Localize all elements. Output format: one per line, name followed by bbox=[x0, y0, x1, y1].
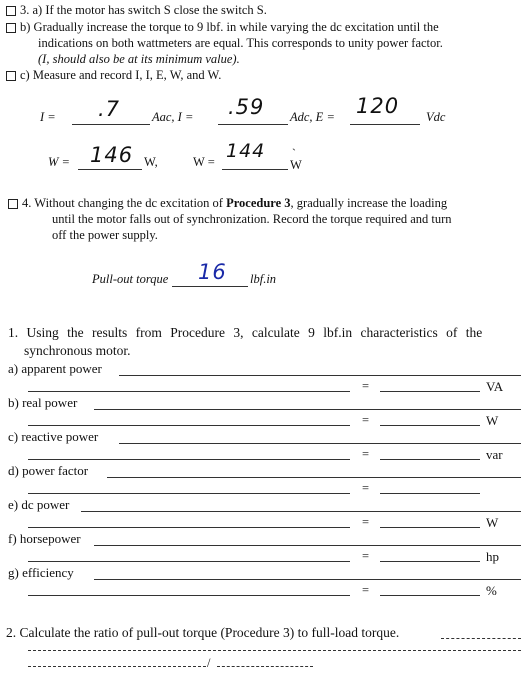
step3b-line3: (I, should also be at its minimum value). bbox=[38, 52, 240, 66]
checkbox-step3a[interactable] bbox=[6, 6, 16, 16]
i1-label: I = bbox=[40, 110, 56, 124]
q1-item-work-line[interactable] bbox=[81, 511, 521, 512]
i1-unit: Aac, I = bbox=[152, 110, 194, 124]
q1-item-answer-line[interactable] bbox=[380, 425, 480, 426]
e2-unit: Vdc bbox=[426, 110, 446, 124]
equals-sign: = bbox=[362, 583, 370, 597]
q1-item-work-line[interactable] bbox=[119, 375, 521, 376]
q1-item-label: b) real power bbox=[8, 395, 78, 410]
q1-item-unit: var bbox=[486, 447, 503, 462]
checkbox-step3c[interactable] bbox=[6, 71, 16, 81]
i1-underline bbox=[72, 124, 150, 125]
step4-line1: 4. Without changing the dc excitation of Procedure 3, gradually increase the loading bbox=[22, 196, 448, 210]
step4-line2: until the motor falls out of synchronization. Record the torque required and turn bbox=[52, 212, 452, 226]
i1-value: .7 bbox=[98, 97, 121, 121]
q1-item-answer-line[interactable] bbox=[380, 561, 480, 562]
q2-answer-line1 bbox=[441, 638, 521, 639]
w1-unit: W, bbox=[144, 155, 158, 169]
e2-underline bbox=[350, 124, 420, 125]
q1-item-work-line[interactable] bbox=[94, 545, 521, 546]
i2-unit: Adc, E = bbox=[290, 110, 335, 124]
step3b-line2: indications on both wattmeters are equal. This corresponds to unity power factor. bbox=[38, 36, 443, 50]
equals-sign: = bbox=[362, 447, 370, 461]
i2-value: .59 bbox=[228, 95, 265, 119]
q1-item-work-line[interactable] bbox=[119, 443, 521, 444]
q1-item-answer-line[interactable] bbox=[380, 459, 480, 460]
w2-underline bbox=[222, 169, 288, 170]
q2-slash: / bbox=[207, 656, 211, 670]
equals-sign: = bbox=[362, 515, 370, 529]
q1-item-label: f) horsepower bbox=[8, 531, 81, 546]
checkbox-step3b[interactable] bbox=[6, 23, 16, 33]
step3a-text: 3. a) If the motor has switch S close the switch S. bbox=[20, 3, 267, 17]
q1-item-formula-line[interactable] bbox=[28, 595, 350, 596]
step4-line3: off the power supply. bbox=[52, 228, 158, 242]
q1-item-answer-line[interactable] bbox=[380, 595, 480, 596]
step3c-text: c) Measure and record I, I, E, W, and W. bbox=[20, 68, 222, 82]
q1-item-formula-line[interactable] bbox=[28, 527, 350, 528]
tick-mark: ` bbox=[292, 146, 296, 160]
q1-item-answer-line[interactable] bbox=[380, 527, 480, 528]
q1-item-formula-line[interactable] bbox=[28, 425, 350, 426]
q2-answer-line3a bbox=[28, 666, 206, 667]
q1-item-work-line[interactable] bbox=[94, 409, 521, 410]
q1-item-unit: VA bbox=[486, 379, 504, 394]
q1-item-formula-line[interactable] bbox=[28, 391, 350, 392]
q1-item-formula-line[interactable] bbox=[28, 561, 350, 562]
q1-line2: synchronous motor. bbox=[24, 343, 131, 358]
step3b-line1: b) Gradually increase the torque to 9 lbf. in while varying the dc excitation until the bbox=[20, 20, 439, 34]
w1-label: W = bbox=[48, 155, 70, 169]
w2-value: 144 bbox=[226, 140, 266, 162]
q1-item-work-line[interactable] bbox=[107, 477, 522, 478]
pullout-value: 16 bbox=[198, 260, 227, 284]
q1-item-work-line[interactable] bbox=[94, 579, 521, 580]
q1-item-formula-line[interactable] bbox=[28, 493, 350, 494]
q1-line1: 1. Using the results from Procedure 3, calculate 9 lbf.in characteristics of the bbox=[8, 325, 483, 340]
q1-item-unit: hp bbox=[486, 549, 499, 564]
q1-item-unit: W bbox=[486, 515, 499, 530]
q1-item-unit: W bbox=[486, 413, 499, 428]
q2-answer-line2 bbox=[28, 650, 521, 651]
pullout-label: Pull-out torque bbox=[92, 272, 169, 286]
q1-item-label: g) efficiency bbox=[8, 565, 74, 580]
pullout-unit: lbf.in bbox=[250, 272, 277, 286]
w1-underline bbox=[78, 169, 142, 170]
e2-value: 120 bbox=[356, 94, 400, 118]
pullout-underline bbox=[172, 286, 248, 287]
equals-sign: = bbox=[362, 379, 370, 393]
q1-item-answer-line[interactable] bbox=[380, 391, 480, 392]
equals-sign: = bbox=[362, 413, 370, 427]
equals-sign: = bbox=[362, 481, 370, 495]
q1-item-unit: % bbox=[486, 583, 497, 598]
w1-value: 146 bbox=[90, 143, 134, 167]
q1-item-answer-line[interactable] bbox=[380, 493, 480, 494]
q1-item-label: e) dc power bbox=[8, 497, 70, 512]
q2-answer-line3b bbox=[217, 666, 313, 667]
q1-item-label: c) reactive power bbox=[8, 429, 99, 444]
equals-sign: = bbox=[362, 549, 370, 563]
q1-item-label: d) power factor bbox=[8, 463, 89, 478]
q2-text: 2. Calculate the ratio of pull-out torque (Procedure 3) to full-load torque. bbox=[6, 625, 400, 640]
w2-unit: W bbox=[290, 158, 302, 172]
w2-label: W = bbox=[193, 155, 215, 169]
checkbox-step4[interactable] bbox=[8, 199, 18, 209]
i2-underline bbox=[218, 124, 288, 125]
q1-item-label: a) apparent power bbox=[8, 361, 102, 376]
q1-item-formula-line[interactable] bbox=[28, 459, 350, 460]
